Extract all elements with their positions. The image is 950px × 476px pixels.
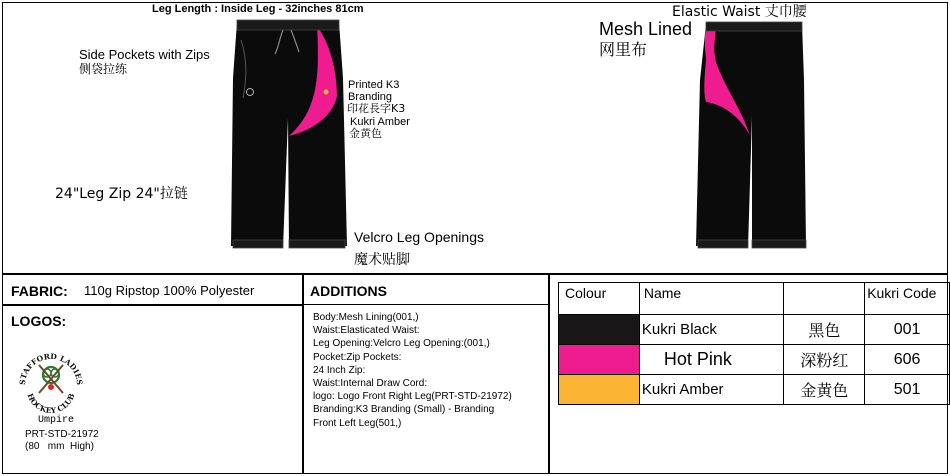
colour-swatch-pink <box>559 345 640 375</box>
code-header-cell: Kukri Code <box>865 283 950 315</box>
logo-code: PRT-STD-21972 <box>25 429 99 440</box>
amber-cn-label: 金黄色 <box>349 127 382 140</box>
leg-length-label: Leg Length : Inside Leg - 32inches 81cm <box>152 3 364 15</box>
elastic-waist-label: Elastic Waist 丈巾腰 <box>672 4 807 20</box>
logo-text-bottom: HOCKEY CLUB <box>25 392 77 415</box>
colour-name: Kukri Amber <box>639 375 784 405</box>
additions-line: Leg Opening:Velcro Leg Opening:(001,) <box>313 338 490 350</box>
leg-zip-label: 24"Leg Zip 24"拉链 <box>55 186 188 202</box>
additions-line: logo: Logo Front Right Leg(PRT-STD-21972) <box>313 391 512 403</box>
additions-line: Front Left Leg(501,) <box>313 417 402 429</box>
side-pockets-label: Side Pockets with Zips <box>79 47 210 62</box>
logos-label: LOGOS: <box>11 313 67 329</box>
colour-header-cell: Colour <box>559 283 640 315</box>
logo-size: (80 mm High) <box>25 441 94 452</box>
additions-divider <box>302 304 550 305</box>
fabric-value: 110g Ripstop 100% Polyester <box>84 283 255 298</box>
colour-code: 606 <box>865 345 950 375</box>
colour-code: 001 <box>865 315 950 345</box>
logo-text-top: STAFFORD LADIES <box>17 351 85 386</box>
colour-swatch-amber <box>559 375 640 405</box>
colour-code: 501 <box>865 375 950 405</box>
velcro-cn-label: 魔术贴脚 <box>354 252 410 268</box>
svg-text:HOCKEY CLUB <box>26 392 77 415</box>
side-pockets-cn-label: 侧袋拉练 <box>79 62 128 76</box>
logo-role: Umpire <box>38 415 75 426</box>
colour-swatch-black <box>559 315 640 345</box>
colour-cn-name: 深粉红 <box>784 345 865 375</box>
branding-label-1: Printed K3 <box>348 79 400 91</box>
colour-row <box>559 345 950 375</box>
front-trousers-illustration <box>225 18 355 252</box>
colour-table-header <box>559 283 950 315</box>
colour-cn-name: 黑色 <box>784 315 865 345</box>
colour-name: Kukri Black <box>639 315 784 345</box>
additions-title: ADDITIONS <box>310 283 387 299</box>
additions-line: Waist:Elasticated Waist: <box>313 325 420 337</box>
colour-row <box>559 315 950 345</box>
fabric-label: FABRIC: <box>11 283 68 299</box>
branding-cn-label: 印花長字K3 <box>347 102 406 115</box>
name-header-cell: Name <box>639 283 784 315</box>
additions-line: Pocket:Zip Pockets: <box>313 351 402 363</box>
cn-header-cell <box>784 283 865 315</box>
colour-name: Hot Pink <box>639 345 784 375</box>
trousers-back-body <box>696 22 806 248</box>
additions-line: 24 Inch Zip: <box>313 364 366 376</box>
trousers-front-body <box>231 20 347 248</box>
additions-line: Waist:Internal Draw Cord: <box>313 378 428 390</box>
colour-table <box>558 282 950 405</box>
back-trousers-illustration <box>692 20 812 250</box>
colour-row <box>559 375 950 405</box>
additions-list <box>313 311 512 430</box>
additions-line: Branding:K3 Branding (Small) - Branding <box>313 404 495 416</box>
mesh-lined-cn-label: 网里布 <box>599 40 648 59</box>
amber-label: Kukri Amber <box>350 116 410 128</box>
mesh-lined-label: Mesh Lined <box>599 19 693 39</box>
club-logo-badge <box>17 345 85 415</box>
colour-cn-name: 金黄色 <box>784 375 865 405</box>
additions-line: Body:Mesh Lining(001,) <box>313 312 419 323</box>
branding-label-2: Branding <box>348 91 393 103</box>
velcro-label: Velcro Leg Openings <box>354 229 484 245</box>
